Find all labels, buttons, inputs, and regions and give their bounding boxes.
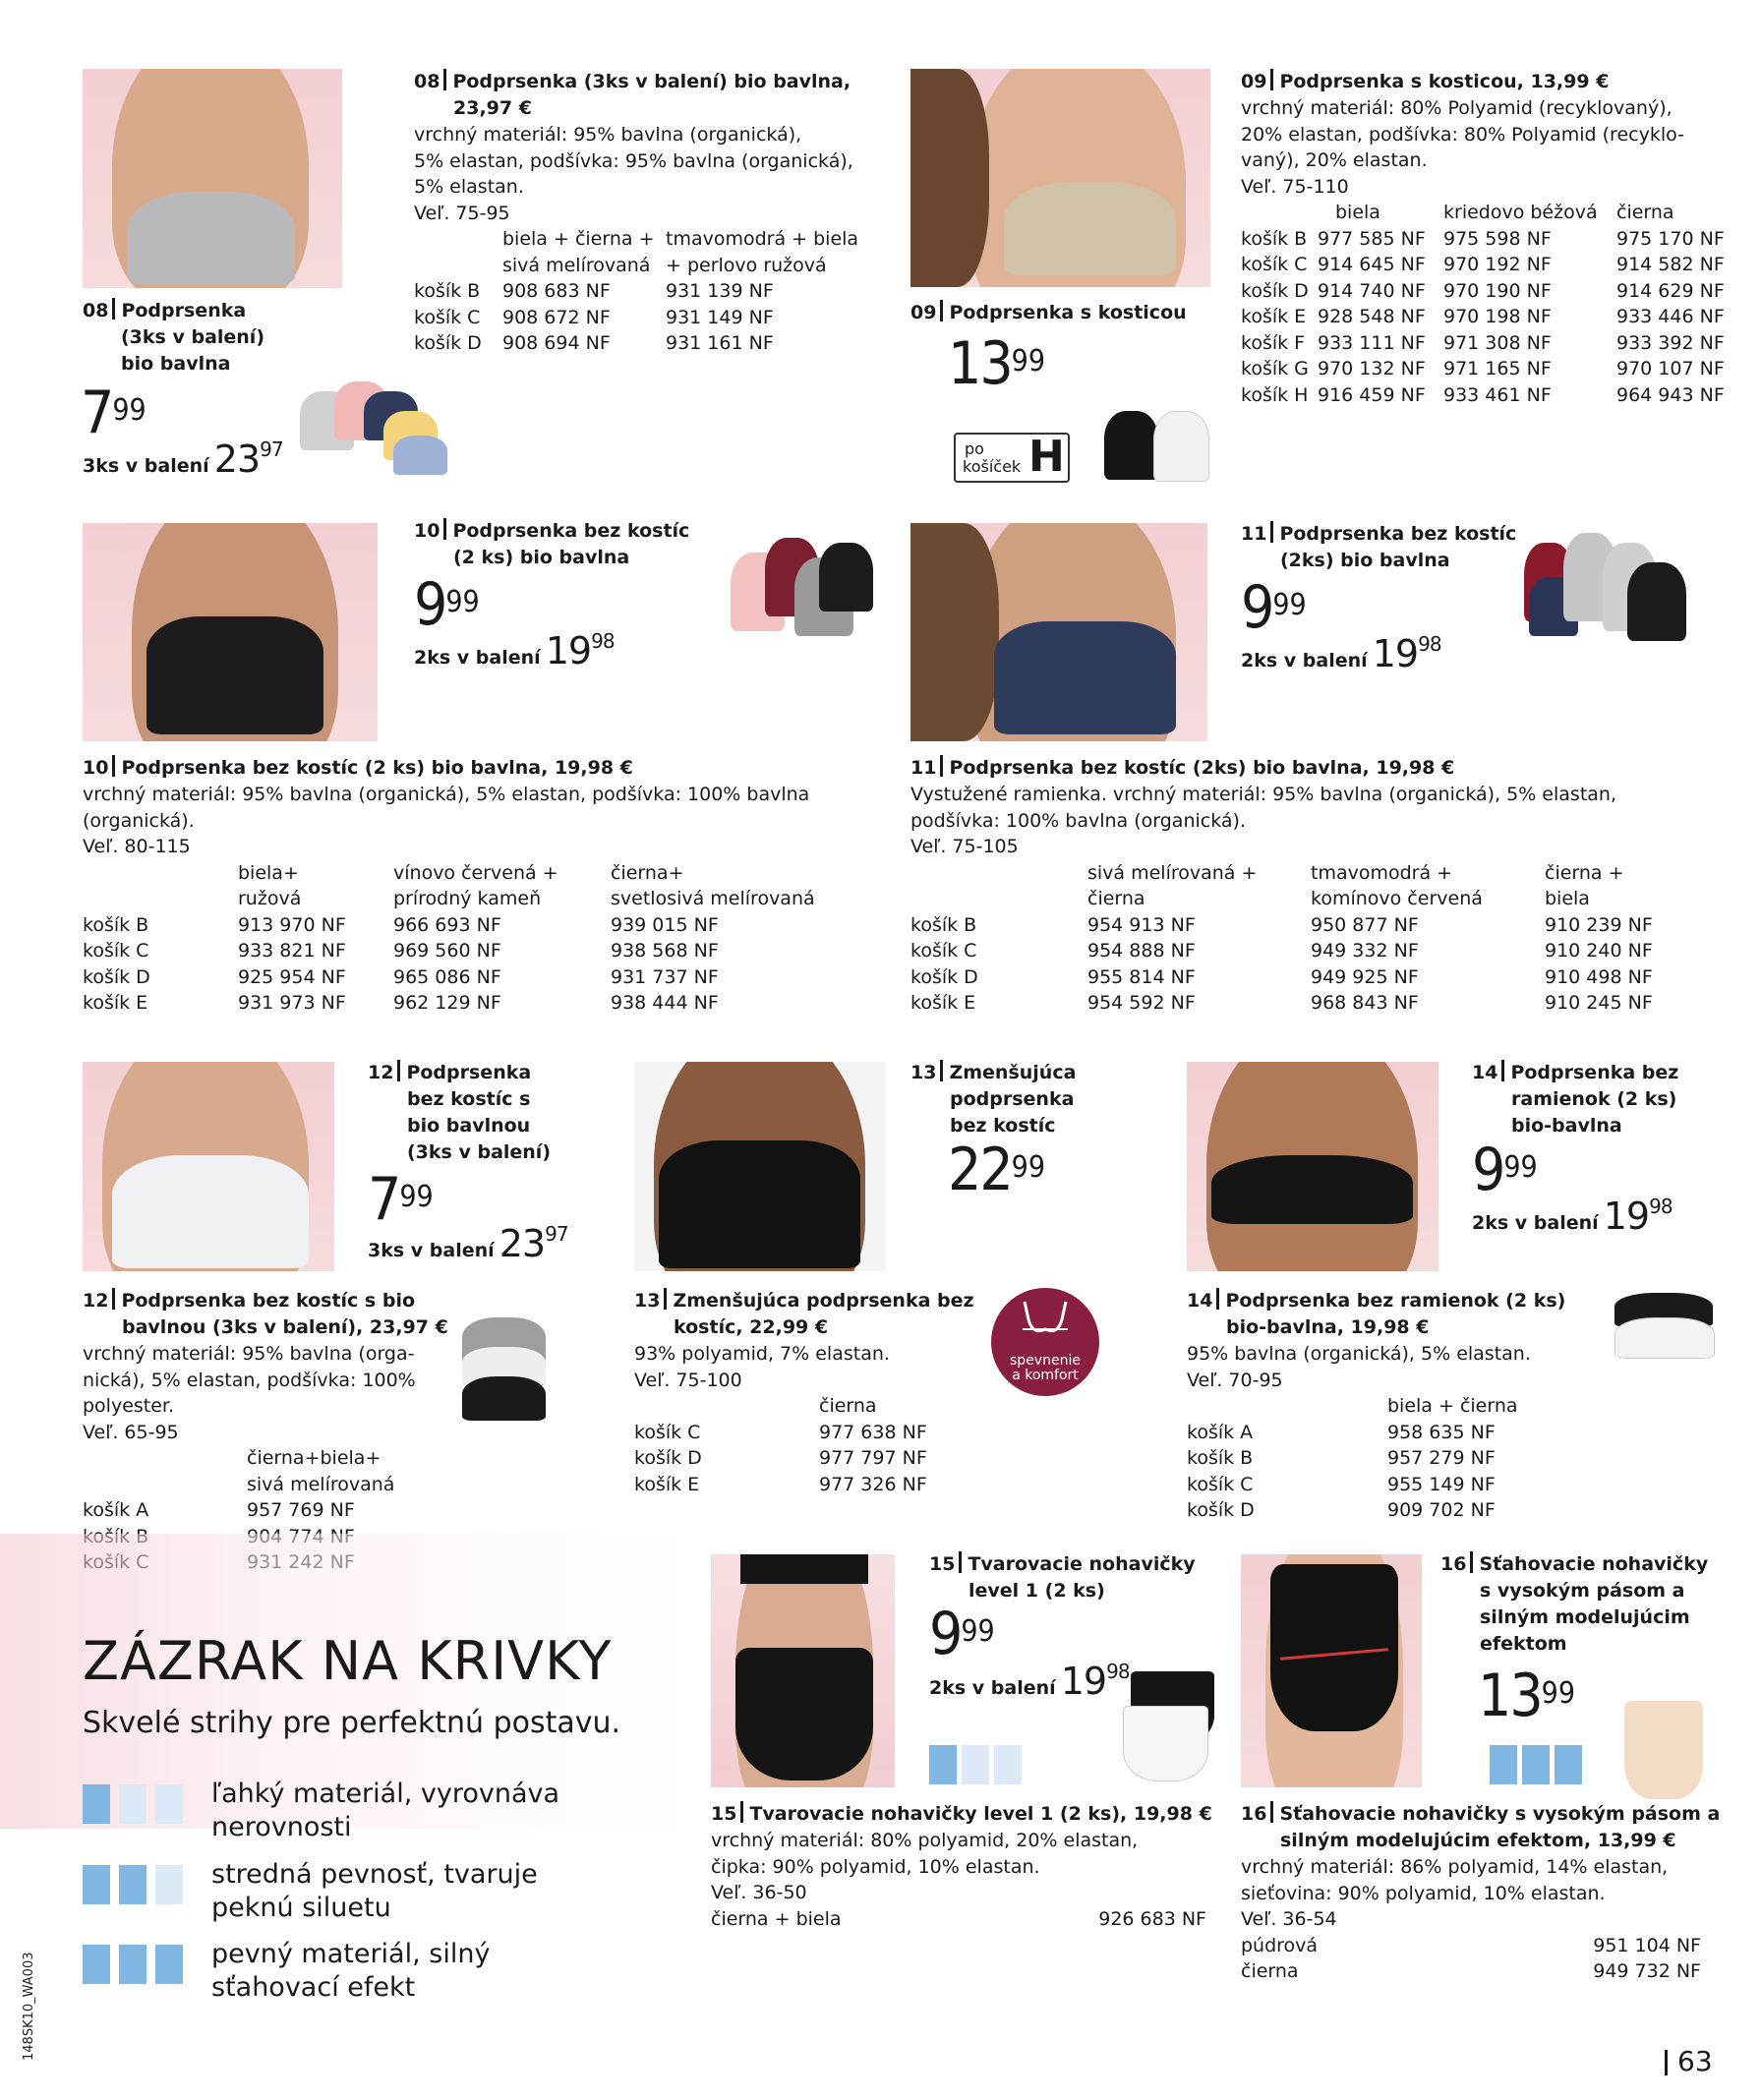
product-12-details: 12 Podprsenka bez kostíc s bio bavlnou (3ks v balení), 23,97 € vrchný materiál: 95% bavlna (orga- nická), 5% elastan, podšívka: 100% polyester. Veľ. 65-95 čierna+biela+ sivá melírovaná košík A 957 769 NF <box>83 1288 448 1576</box>
product-09-label: 09 Podprsenka s kosticou <box>910 302 1187 323</box>
table-row: košík B 954 913 NF 950 877 NF 910 239 NF <box>910 913 1653 936</box>
product-13-table: čierna košík C 977 638 NF košík D 977 797 NF košík E 977 326 NF <box>634 1393 927 1497</box>
table-row: košík H 916 459 NF 933 461 NF 964 943 NF <box>1241 383 1725 406</box>
table-row: košík E 954 592 NF 968 843 NF 910 245 NF <box>910 992 1653 1014</box>
product-11-pack-price: 2ks v balení $19^{98}$ <box>1241 632 1441 675</box>
table-row: košík D 925 954 NF 965 086 NF 931 737 NF <box>83 965 719 988</box>
table-row: košík E 977 326 NF <box>634 1473 927 1495</box>
table-row: košík C 954 888 NF 949 332 NF 910 240 NF <box>910 940 1653 962</box>
comfort-badge: spevnenie a komfort <box>991 1288 1099 1396</box>
product-12-table: čierna+biela+ sivá melírovaná košík A 957 769 NF <box>83 1445 394 1576</box>
product-15-label: 15 Tvarovacie nohavičky level 1 (2 ks) <box>929 1553 1196 1602</box>
product-10-details: 10 Podprsenka bez kostíc (2 ks) bio bavlna, 19,98 € vrchný materiál: 95% bavlna (organická), 5% elastan, podšívka: 100% bavlna (organická). Veľ. 80-115 biela+ ružová vínovo červená + prírodný kameň čierna+ svetlosivá melírovaná košík B 913 970 NF 966 693 NF 939 015 NF košík C 933 821 NF 969 560 NF 938 568 NF košík D 925 954 NF 965 086 NF 931 737 NF košík E 931 973 NF 962 129 NF 938 444 NF <box>83 755 815 1017</box>
product-15-pack-price: 2ks v balení $19^{98}$ <box>929 1660 1130 1703</box>
product-15-details: 15 Tvarovacie nohavičky level 1 (2 ks), 19,98 € vrchný materiál: 80% polyamid, 20% elastan, čipka: 90% polyamid, 10% elastan. Veľ. 36-50 čierna + biela 926 683 NF <box>711 1801 1212 1932</box>
product-08-pack-price: 3ks v balení $23^{97}$ <box>83 438 283 481</box>
product-11-price: $9^{99}$ <box>1241 573 1307 642</box>
table-row: košík A 957 769 NF <box>83 1499 355 1521</box>
product-09-table: biela kriedovo béžová čierna košík B 977 585 NF 975 598 NF 975 170 NF košík C 914 645 NF 970 192 NF 914 582 NF košík D 914 740 NF 970 190 NF 914 629 NF košík E 928 548 NF 970 198 NF 933 446 NF košík F 933 111 NF 971 308 NF 933 392 NF košík G 970 132 NF 971 165 NF 970 107 NF košík H 916 459 NF 933 461 NF 964 943 NF <box>1241 200 1725 408</box>
product-09-thumbnail <box>1099 396 1212 485</box>
table-row: košík G 970 132 NF 971 165 NF 970 107 NF <box>1241 358 1725 379</box>
promo-subtitle: Skvelé strihy pre perfektnú postavu. <box>83 1706 621 1740</box>
table-row: košík D 909 702 NF <box>1187 1499 1496 1521</box>
product-08-photo <box>83 69 342 288</box>
product-08-details: 08 Podprsenka (3ks v balení) bio bavlna, 23,97 € vrchný materiál: 95% bavlna (organická), 5% elastan, podšívka: 95% bavlna (organická), 5% elastan. Veľ. 75-95 biela + čierna + sivá melírovaná tmavomodrá + biela + perlovo ružová košík B 908 683 NF 931 139 NF košík C 908 672 NF 931 149 NF košík D 908 694 NF 931 161 NF <box>414 69 858 357</box>
table-row: košík D 977 797 NF <box>634 1447 927 1469</box>
product-14-pack-price: 2ks v balení $19^{98}$ <box>1472 1195 1673 1238</box>
product-11-details: 11 Podprsenka bez kostíc (2ks) bio bavlna, 19,98 € Vystužené ramienka. vrchný materiál: 95% bavlna (organická), 5% elastan, podšívka: 100% bavlna (organická). Veľ. 75-105 sivá melírovaná + čierna tmavomodrá + komínovo červená čierna + biela košík B 954 913 NF 950 877 NF 910 239 NF košík C 954 888 NF 949 332 NF 910 240 NF košík D 955 814 NF 949 925 NF 910 498 NF košík E 954 592 NF 968 843 NF 910 245 NF <box>910 755 1653 1017</box>
product-11-thumbnail <box>1519 523 1696 646</box>
product-12-label: 12 Podprsenka bez kostíc s bio bavlnou (3ks v balení) <box>368 1062 552 1163</box>
promo-title: ZÁZRAK NA KRIVKY <box>83 1630 613 1692</box>
table-row: košík D 908 694 NF 931 161 NF <box>414 332 774 354</box>
table-row: košík D 955 814 NF 949 925 NF 910 498 NF <box>910 965 1653 988</box>
table-row: čierna + biela 926 683 NF <box>711 1907 1206 1930</box>
product-09-photo <box>910 69 1210 287</box>
table-row: košík F 933 111 NF 971 308 NF 933 392 NF <box>1241 331 1725 354</box>
product-12-pack-price: 3ks v balení $23^{97}$ <box>368 1222 568 1265</box>
catalog-code: 148SK10_WA003 <box>22 1952 36 2061</box>
product-11-label: 11 Podprsenka bez kostíc (2ks) bio bavlna <box>1241 523 1517 571</box>
product-12-price: $7^{99}$ <box>368 1165 434 1234</box>
product-08-price: $7^{99}$ <box>81 379 147 447</box>
table-row: košík D 914 740 NF 970 190 NF 914 629 NF <box>1241 279 1725 302</box>
cup-size-badge: po košíček H <box>954 433 1070 483</box>
product-13-label: 13 Zmenšujúca podprsenka bez kostíc <box>910 1062 1077 1137</box>
product-14-label: 14 Podprsenka bez ramienok (2 ks) bio-bavlna <box>1472 1062 1679 1137</box>
product-16-details: 16 Sťahovacie nohavičky s vysokým pásom a silným modelujúcim efektom, 13,99 € vrchný materiál: 86% polyamid, 14% elastan, sieťovina: 90% polyamid, 10% elastan. Veľ. 36-54 púdrová 951 104 NF čierna 949 732 NF <box>1241 1801 1720 1985</box>
product-12-photo <box>83 1062 334 1271</box>
product-09-price: $13^{99}$ <box>948 329 1046 398</box>
table-row: košík B 913 970 NF 966 693 NF 939 015 NF <box>83 913 719 936</box>
page-divider <box>1665 2050 1668 2075</box>
table-row: košík C 908 672 NF 931 149 NF <box>414 306 774 328</box>
table-row: košík C 933 821 NF 969 560 NF 938 568 NF <box>83 940 719 962</box>
product-10-price: $9^{99}$ <box>414 570 480 639</box>
table-row: košík B 957 279 NF <box>1187 1447 1496 1469</box>
product-10-table: biela+ ružová vínovo červená + prírodný kameň čierna+ svetlosivá melírovaná košík B 913 970 NF 966 693 NF 939 015 NF košík C 933 821 NF 969 560 NF 938 568 NF košík D 925 954 NF 965 086 NF 931 737 NF košík E 931 973 NF 962 129 NF 938 444 NF <box>83 860 815 1017</box>
product-08-label: 08 Podprsenka (3ks v balení) bio bavlna <box>83 300 265 375</box>
product-14-photo <box>1187 1062 1438 1271</box>
product-11-photo <box>910 523 1207 741</box>
bra-icon <box>1019 1300 1072 1341</box>
product-14-thumbnail <box>1613 1288 1716 1362</box>
product-16-thumbnail <box>1613 1696 1711 1804</box>
product-12-thumbnail <box>457 1298 551 1426</box>
table-row: košík E 928 548 NF 970 198 NF 933 446 NF <box>1241 306 1725 327</box>
product-10-photo <box>83 523 378 741</box>
product-13-price: $22^{99}$ <box>948 1136 1046 1204</box>
product-15-price: $9^{99}$ <box>929 1600 995 1668</box>
product-16-price: $13^{99}$ <box>1478 1662 1576 1730</box>
table-row: košík E 931 973 NF 962 129 NF 938 444 NF <box>83 992 719 1014</box>
product-14-details: 14 Podprsenka bez ramienok (2 ks) bio-bavlna, 19,98 € 95% bavlna (organická), 5% elastan. Veľ. 70-95 biela + čierna košík A 958 635 NF košík B 957 279 NF košík C 955 149 NF košík D 909 702 NF <box>1187 1288 1565 1524</box>
product-09-details: 09 Podprsenka s kosticou, 13,99 € vrchný materiál: 80% Polyamid (recyklovaný), 20% elastan, podšívka: 80% Polyamid (recyklo- vaný), 20% elastan. Veľ. 75-110 biela kriedovo béžová čierna košík B 977 585 NF 975 598 NF 975 170 NF košík C 914 645 NF 970 192 NF 914 582 NF košík D 914 740 NF 970 190 NF 914 629 NF košík E 928 548 NF 970 198 NF 933 446 NF košík F 933 111 NF 971 308 NF 933 392 NF košík G 970 132 NF 971 165 NF 970 107 NF košík H 916 459 NF 933 461 NF 964 943 NF <box>1241 69 1725 408</box>
product-16-label: 16 Sťahovacie nohavičky s vysokým pásom a silným modelujúcim efektom <box>1440 1553 1709 1655</box>
table-row: košík C 914 645 NF 970 192 NF 914 582 NF <box>1241 254 1725 275</box>
product-14-price: $9^{99}$ <box>1472 1136 1538 1204</box>
table-row: košík A 958 635 NF <box>1187 1421 1496 1443</box>
page-number: 63 <box>1677 2045 1713 2077</box>
product-10-thumbnail <box>726 523 878 646</box>
table-row: košík B 977 585 NF 975 598 NF 975 170 NF <box>1241 227 1725 250</box>
product-11-table: sivá melírovaná + čierna tmavomodrá + komínovo červená čierna + biela košík B 954 913 NF 950 877 NF 910 239 NF košík C 954 888 NF 949 332 NF 910 240 NF košík D 955 814 NF 949 925 NF 910 498 NF košík E 954 592 NF 968 843 NF 910 245 NF <box>910 860 1653 1017</box>
product-14-table: biela + čierna košík A 958 635 NF košík B 957 279 NF košík C 955 149 NF košík D 909 702 NF <box>1187 1393 1518 1524</box>
product-08-thumbnail <box>300 362 452 490</box>
table-row: púdrová 951 104 NF <box>1241 1934 1701 1956</box>
product-10-label: 10 Podprsenka bez kostíc (2 ks) bio bavlna <box>414 520 690 568</box>
table-row: košík C 955 149 NF <box>1187 1473 1496 1495</box>
table-row: košík C 977 638 NF <box>634 1421 927 1443</box>
product-13-details: 13 Zmenšujúca podprsenka bez kostíc, 22,99 € 93% polyamid, 7% elastan. Veľ. 75-100 čierna košík C 977 638 NF košík D 977 797 NF košík E 977 326 NF <box>634 1288 974 1497</box>
table-row: košík B 908 683 NF 931 139 NF <box>414 280 774 302</box>
product-15-thumbnail <box>1121 1671 1219 1784</box>
product-16-photo <box>1241 1554 1422 1787</box>
product-08-table: biela + čierna + sivá melírovaná tmavomodrá + biela + perlovo ružová košík B 908 683 NF 931 139 NF košík C 908 672 NF 931 149 NF košík D 908 694 NF 931 161 NF <box>414 226 858 357</box>
product-10-pack-price: 2ks v balení $19^{98}$ <box>414 629 615 672</box>
product-13-photo <box>634 1062 886 1271</box>
product-15-photo <box>711 1554 895 1787</box>
table-row: čierna 949 732 NF <box>1241 1960 1701 1982</box>
